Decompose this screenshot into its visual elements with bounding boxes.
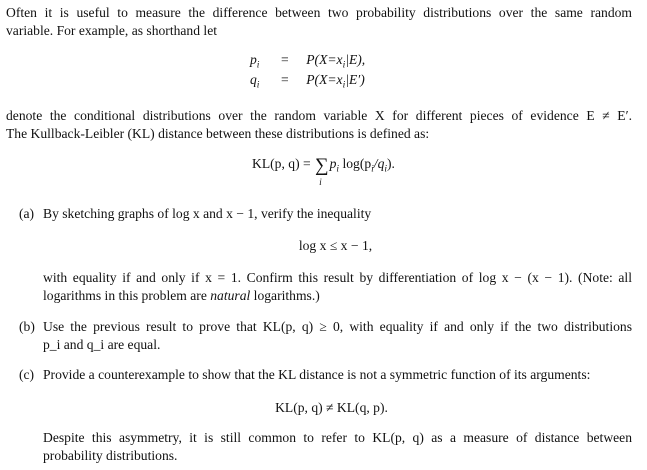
def-p-eq: = (281, 52, 289, 67)
intro-line-1: Often it is useful to measure the difference between two probability distributions over the same random (6, 5, 632, 20)
denote-paragraph (6, 107, 632, 143)
sum-index: i (319, 178, 322, 188)
kl-rhs-log: log(p (339, 156, 372, 171)
def-p-rhs-end: |E), (345, 52, 366, 67)
part-c-follow-line-2: probability distributions. (43, 448, 178, 463)
def-q-rhs-sub: i (342, 80, 346, 91)
part-c-follow-line-1: Despite this asymmetry, it is still common to refer to KL(p, q) as a measure of distance between (43, 430, 632, 445)
kl-rhs-p-sub: i (336, 164, 340, 175)
intro-line-2: variable. For example, as shorthand let (6, 23, 218, 38)
def-q-eq: = (281, 72, 289, 87)
part-c-label: (c) (19, 367, 35, 382)
kl-lhs: KL(p, q) = (252, 156, 311, 171)
def-q-lhs-sub: i (256, 80, 260, 91)
part-a-follow-line-2-pre: logarithms in this problem are (43, 288, 211, 303)
part-a-follow-line-1: with equality if and only if x = 1. Confirm this result by differentiation of log x − (x − 1). (Note: all (43, 270, 632, 285)
part-a-inequality: log x ≤ x − 1, (298, 238, 373, 253)
def-q-rhs-end: |E′) (345, 72, 365, 87)
part-b-line-1: Use the previous result to prove that KL(p, q) ≥ 0, with equality if and only if the two distributions (43, 319, 632, 334)
part-b-line-2: p_i and q_i are equal. (43, 337, 161, 352)
sum-sign: ∑ (315, 155, 329, 176)
kl-definition-equation (0, 155, 647, 188)
part-b-label: (b) (19, 319, 35, 334)
part-c-followup (43, 429, 632, 465)
denote-line-2: The Kullback-Leibler (KL) distance between these distributions is defined as: (6, 126, 430, 141)
kl-rhs-end: ). (387, 156, 395, 171)
def-q-lhs: q (250, 72, 257, 87)
part-a-follow-line-2 (43, 287, 632, 305)
part-a-followup (43, 269, 632, 305)
def-p-lhs: p (250, 52, 257, 67)
part-b-body (43, 318, 632, 354)
kl-rhs-log-sub: i (371, 164, 374, 175)
part-a-follow-line-2-post: logarithms.) (250, 288, 320, 303)
kl-rhs-div-sub: i (384, 164, 388, 175)
part-a-label: (a) (19, 206, 35, 221)
part-c-asymmetry: KL(p, q) ≠ KL(q, p). (275, 400, 388, 415)
denote-line-1: denote the conditional distributions over the random variable X for different pieces of evidence E ≠ E′. (6, 108, 632, 123)
def-p-lhs-sub: i (256, 60, 260, 71)
def-p-rhs: P(X=x (306, 52, 343, 67)
part-a-text: By sketching graphs of log x and x − 1, verify the inequality (43, 206, 372, 221)
intro-paragraph (6, 4, 632, 40)
part-a-natural-emphasis: natural (210, 288, 251, 303)
def-p-rhs-sub: i (342, 60, 346, 71)
kl-rhs-div: /q (373, 156, 385, 171)
definition-q (250, 71, 365, 95)
def-q-rhs: P(X=x (306, 72, 343, 87)
kl-rhs-p: p (329, 156, 337, 171)
summation-symbol (315, 155, 329, 188)
part-c-text: Provide a counterexample to show that the KL distance is not a symmetric function of its arguments: (43, 367, 591, 382)
